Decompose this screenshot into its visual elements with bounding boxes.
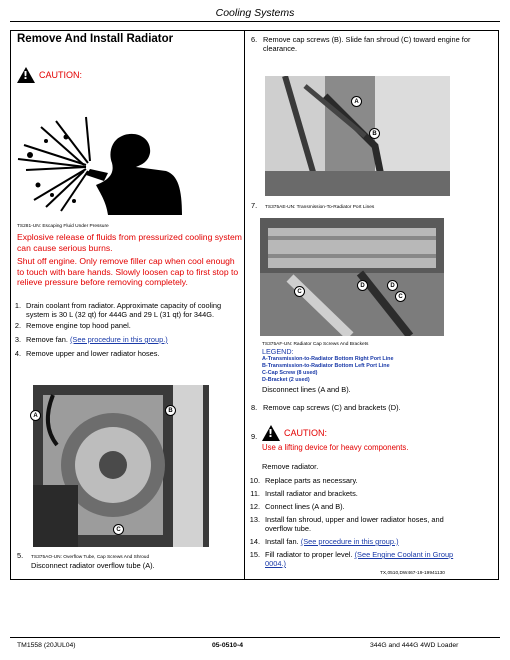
step-number: 10. xyxy=(249,476,260,485)
port-lines-photo xyxy=(265,76,450,196)
footer-page-number: 05-0510-4 xyxy=(212,642,243,649)
step-text: Install radiator and brackets. xyxy=(265,489,358,498)
step-text: Remove upper and lower radiator hoses. xyxy=(26,349,160,358)
list-item xyxy=(242,550,470,568)
step-text: Install fan shroud, upper and lower radiator hoses, and overflow tube. xyxy=(265,515,444,533)
callout-a: A xyxy=(351,96,362,107)
step-text: Remove engine top hood panel. xyxy=(26,321,131,330)
callout-c: C xyxy=(395,291,406,302)
step-number: 1. xyxy=(14,301,21,310)
figure8-caption: TS375AF-UN: Radiator Cap Screws And Brackets xyxy=(262,342,369,347)
step-text: Fill radiator to proper level. xyxy=(265,550,353,559)
step-number: 4. xyxy=(14,349,21,358)
step-9-number: 9. xyxy=(251,432,258,441)
reference-code: TX,0510,DW467-19-19941130 xyxy=(380,571,445,576)
step-text: Drain coolant from radiator. Approximate capacity of cooling system is 30 L (32 qt) for 444G and 29 L (31 qt) for 344G. xyxy=(26,301,222,319)
warning-triangle-icon xyxy=(262,425,280,441)
list-item xyxy=(7,321,131,330)
step-text: Replace parts as necessary. xyxy=(265,476,358,485)
step-number: 3. xyxy=(14,335,21,344)
list-item xyxy=(7,335,168,344)
warning-text-2: Shut off engine. Only remove filler cap when cool enough to touch with bare hands. Slowly loosen cap to first stop to relieve pressure before removing completely. xyxy=(17,256,239,287)
legend-item: D-Bracket (2 used) xyxy=(262,377,310,383)
cap-screws-photo xyxy=(260,218,444,336)
figure5-text: Disconnect radiator overflow tube (A). xyxy=(31,561,155,570)
list-item xyxy=(242,489,358,498)
legend-item: B-Transmission-to-Radiator Bottom Left Port Line xyxy=(262,363,390,369)
list-item xyxy=(7,349,160,358)
warning-text-1: Explosive release of fluids from pressurized cooling system can cause serious burns. xyxy=(17,232,242,253)
figure7-caption-row xyxy=(251,201,374,210)
callout-b: B xyxy=(165,405,176,416)
legend-item: A-Transmission-to-Radiator Bottom Right Port Line xyxy=(262,356,394,362)
callout-d: D xyxy=(387,280,398,291)
page-header-title: Cooling Systems xyxy=(215,7,295,19)
step-number: 8. xyxy=(251,403,258,412)
procedure-link[interactable]: (See procedure in this group.) xyxy=(300,537,399,546)
step-text: Remove cap screws (B). Slide fan shroud (C) toward engine for clearance. xyxy=(263,35,471,54)
warning-figure-caption: TS281-UN: Escaping Fluid Under Pressure xyxy=(17,224,109,229)
list-item xyxy=(242,502,345,511)
step-text: Remove cap screws (C) and brackets (D). xyxy=(263,403,401,412)
footer-manual-id: TM1558 (20JUL04) xyxy=(17,642,76,649)
list-item xyxy=(242,515,470,533)
callout-b: B xyxy=(369,128,380,139)
callout-a: A xyxy=(30,410,41,421)
step-number: 5. xyxy=(17,551,24,560)
step-number: 13. xyxy=(249,515,260,524)
procedure-link[interactable]: (See procedure in this group.) xyxy=(69,335,168,344)
step-8 xyxy=(251,403,401,412)
legend-list xyxy=(262,356,393,384)
step-6 xyxy=(251,35,493,53)
figure7-caption: TS375AE-UN: Transmission-To-Radiator Port Lines xyxy=(265,205,375,210)
step-number: 6. xyxy=(251,35,258,44)
step-number: 12. xyxy=(249,502,260,511)
callout-c: C xyxy=(294,286,305,297)
list-item xyxy=(242,476,358,485)
step-number: 2. xyxy=(14,321,21,330)
list-item xyxy=(7,301,243,319)
footer-rule xyxy=(10,637,500,638)
step-number: 7. xyxy=(251,201,258,210)
step-text: Install fan. xyxy=(265,537,299,546)
step-9-text: Remove radiator. xyxy=(262,462,319,471)
step-text: Remove fan. xyxy=(26,335,68,344)
step-text: Connect lines (A and B). xyxy=(265,502,345,511)
legend-heading: LEGEND: xyxy=(262,347,294,356)
overflow-tube-photo xyxy=(33,385,209,547)
figure5-caption: TS375AO-UN: Overflow Tube, Cap Screws And Shroud xyxy=(31,555,150,560)
caution-label: CAUTION: xyxy=(284,428,328,438)
caution-block-1 xyxy=(17,67,82,83)
lifting-warning: Use a lifting device for heavy components. xyxy=(262,443,409,452)
coolant-link[interactable]: (See Engine Coolant in Group 0004.) xyxy=(265,550,454,568)
step-number: 14. xyxy=(249,537,260,546)
step-number: 11. xyxy=(250,489,260,498)
header-rule xyxy=(10,21,500,22)
escaping-fluid-illustration xyxy=(16,115,186,215)
list-item xyxy=(242,537,399,546)
figure8-text: Disconnect lines (A and B). xyxy=(262,385,351,394)
footer-product: 344G and 444G 4WD Loader xyxy=(370,642,459,649)
legend-item: C-Cap Screw (8 used) xyxy=(262,370,318,376)
caution-block-2 xyxy=(262,425,327,441)
warning-triangle-icon xyxy=(17,67,35,83)
caution-label: CAUTION: xyxy=(39,70,83,80)
callout-c: C xyxy=(113,524,124,535)
callout-d: D xyxy=(357,280,368,291)
section-title: Remove And Install Radiator xyxy=(17,33,174,45)
figure5-caption-row xyxy=(17,551,149,560)
step-number: 15. xyxy=(249,550,260,559)
